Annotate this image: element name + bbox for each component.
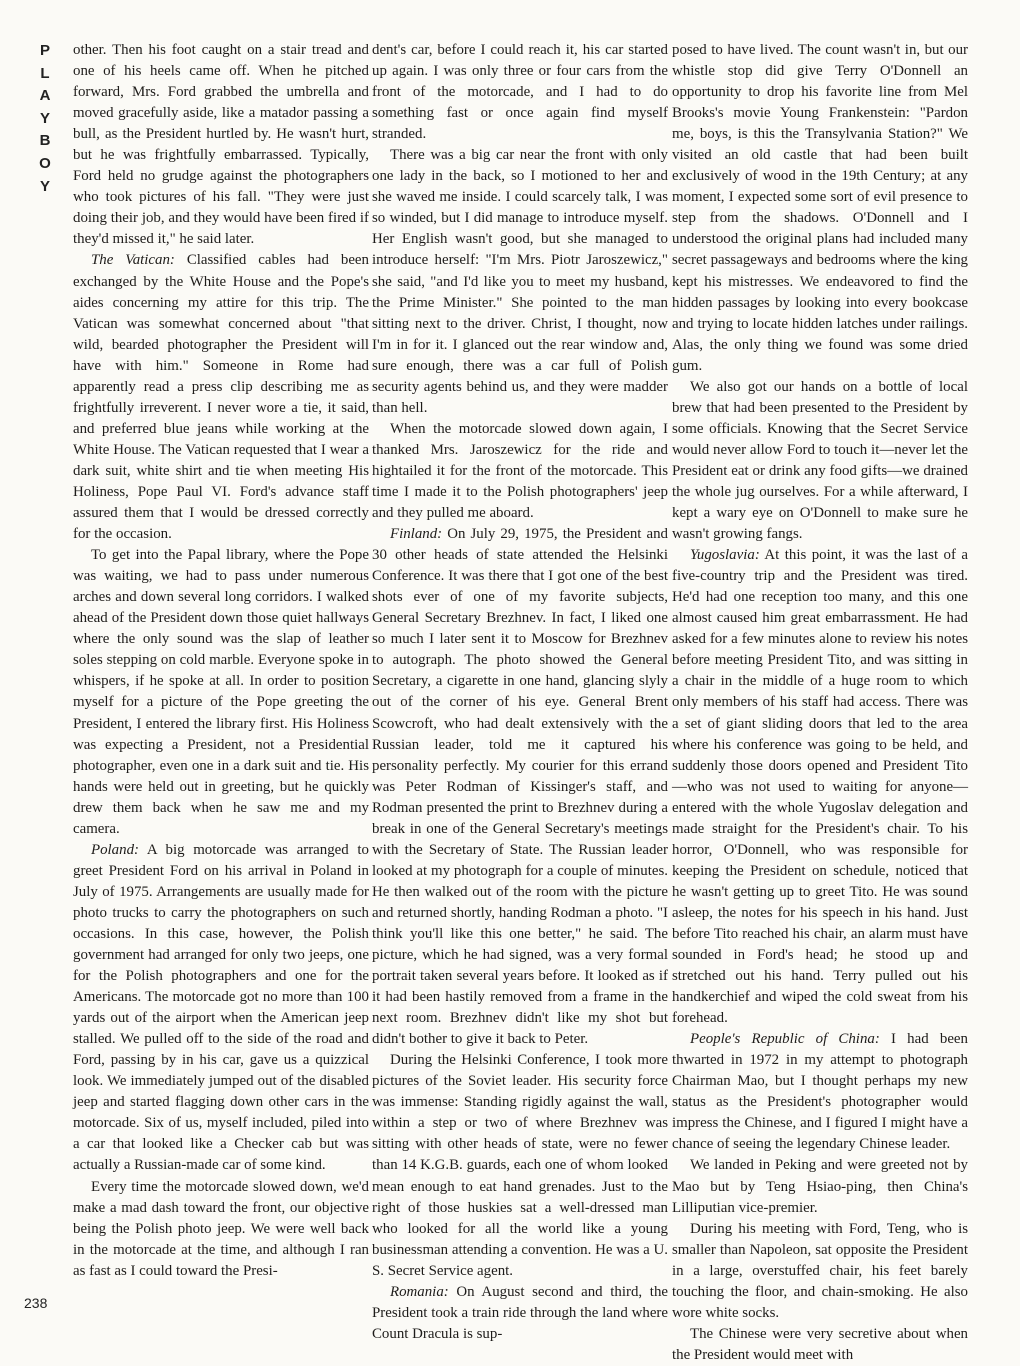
paragraph xyxy=(73,1177,369,1282)
paragraph-text: To get into the Papal library, where the Pope was waiting, we had to pass under numerous arches and down several long corridors. I walked ahead of the President down those quiet hallways where the only sound was the slap of leather soles stepping on cold marble. Everyone spoke in whispers, if he spoke at all. In order to position myself for a picture of the Pope greeting the President, I entered the library first. His Holiness was expecting a President, not a Presidential photographer, even one in a dark suit and tie. His hands were held out in greeting, but he quickly drew them back when he saw me and my camera. xyxy=(73,547,369,837)
section-lead: People's Republic of China: xyxy=(690,1031,880,1048)
paragraph xyxy=(372,1282,668,1345)
paragraph-text: There was a big car near the front with only one lady in the back, so I motioned to her and she waved me inside. I could scarcely talk, I was so winded, but I did manage to introduce myself. Her English wasn't good, but she managed to introduce herself: "I'm Mrs. Piotr Jaroszewicz," she said, "and I'd like you to meet my husband, the Prime Minister." She pointed to the man sitting next to the driver. Christ, I thought, now I'm in for it. I glanced out the rear window and, sure enough, there was a car full of Polish security agents behind us, and they were madder than hell. xyxy=(372,147,668,416)
paragraph xyxy=(372,40,668,145)
paragraph xyxy=(372,419,668,524)
paragraph xyxy=(672,545,968,1029)
paragraph-text: When the motorcade slowed down again, I thanked Mrs. Jaroszewicz for the ride and hightailed it for the front of the motorcade. This time I made it to the Polish photographers' jeep and they pulled me aboard. xyxy=(372,420,668,522)
paragraph xyxy=(73,40,369,250)
paragraph xyxy=(672,40,968,377)
paragraph xyxy=(672,1155,968,1218)
paragraph-text: At this point, it was the last of a five-country trip and the President was tired. He'd had one reception too many, and this one almost caused him great embarrassment. He had asked for a few minutes alone to review his notes before meeting President Tito, and was sitting in a chair in the middle of a huge room to which only members of his staff had access. There was a set of giant sliding doors that led to the area where his conference was going to be held, and suddenly those doors opened and President Tito—who was not used to waiting for anyone—entered with the whole Yugoslav delegation and made straight for the President's chair. To his horror, O'Donnell, who was responsible for keeping the President on schedule, noticed that he wasn't getting up to greet Tito. He was sound asleep, the notes for his speech in his hand. Just before Tito reached his chair, an alarm must have sounded in Ford's head; he stood up and stretched out his hand. Terry pulled out his handkerchief and wiped the cold sweat from his forehead. xyxy=(672,547,968,1027)
section-lead: Finland: xyxy=(390,526,443,543)
section-lead: Poland: xyxy=(91,841,139,858)
paragraph-text: We also got our hands on a bottle of local brew that had been presented to the President by some officials. Knowing that the Secret Service would never allow Ford to touch it—never let the President eat or drink any food gifts—we drained the whole jug ourselves. For a while afterward, I kept a wary eye on O'Donnell to make sure he wasn't growing fangs. xyxy=(672,378,968,543)
paragraph xyxy=(73,545,369,840)
paragraph xyxy=(73,840,369,1177)
paragraph xyxy=(672,1029,968,1155)
running-head: P L A Y B O Y xyxy=(39,42,51,195)
section-lead: Yugoslavia: xyxy=(690,547,760,564)
section-lead: Romania: xyxy=(390,1283,449,1300)
paragraph-text: I had been thwarted in 1972 in my attempt to photograph Chairman Mao, but I thought perhaps my new status as the President's photographer would impress the Chinese, and I figured I might have a chance of seeing the legendary Chinese leader. xyxy=(672,1031,968,1153)
paragraph xyxy=(73,250,369,545)
paragraph-text: The Chinese were very secretive about when the President would meet with xyxy=(672,1325,968,1363)
page-number: 238 xyxy=(24,1295,48,1311)
paragraph-text: A big motorcade was arranged to greet President Ford on his arrival in Poland in July of 1975. Arrangements are usually made for photo trucks to carry the photographers on such occasions. In this case, however, the Polish government had arranged for only two jeeps, one for the Polish photographers and one for the Americans. The motorcade got no more than 100 yards out of the airport when the American jeep stalled. We pulled off to the side of the road and Ford, passing by in his car, gave us a quizzical look. We immediately jumped out of the disabled jeep and started flagging down other cars in the motorcade. Six of us, myself included, piled into a car that looked like a Checker cab but was actually a Russian-made car of some kind. xyxy=(73,841,369,1174)
paragraph xyxy=(672,1219,968,1324)
column-3 xyxy=(672,40,968,1363)
paragraph-text: dent's car, before I could reach it, his car started up again. I was only three or four cars from the front of the motorcade, and I had to do something fast or once again find myself stranded. xyxy=(372,42,668,143)
paragraph xyxy=(372,145,668,419)
column-1 xyxy=(73,40,369,1312)
paragraph-text: Classified cables had been exchanged by the White House and the Pope's aides concerning my attire for this trip. The Vatican was somewhat concerned about "that wild, bearded photographer the President will have with him." Someone in Rome had apparently read a press clip describing me as frightfully irreverent. I never wore a tie, it said, and preferred blue jeans while working at the White House. The Vatican requested that I wear a dark suit, white shirt and tie when meeting His Holiness, Pope Paul VI. Ford's advance staff assured them that I would be dressed correctly for the occasion. xyxy=(73,252,369,543)
paragraph-text: We landed in Peking and were greeted not by Mao but by Teng Hsiao-ping, then China's Lilliputian vice-premier. xyxy=(672,1157,968,1216)
column-2 xyxy=(372,40,668,1342)
paragraph xyxy=(672,377,968,545)
paragraph-text: Every time the motorcade slowed down, we'd make a mad dash toward the front, our objective being the Polish photo jeep. We were well back in the motorcade at the time, and although I ran as fast as I could toward the Presi- xyxy=(73,1178,369,1279)
paragraph-text: On July 29, 1975, the President and 30 other heads of state attended the Helsinki Conference. It was there that I got one of the best shots ever of one of my favorite subjects, General Secretary Brezhnev. In fact, I liked one so much I later sent it to Moscow for Brezhnev to autograph. The photo showed the General Secretary, a cigarette in one hand, glancing slyly out of the corner of his eye. General Brent Scowcroft, who had dealt extensively with the Russian leader, told me it captured his personality perfectly. My courier for this errand was Peter Rodman of Kissinger's staff, and Rodman presented the print to Brezhnev during a break in one of the General Secretary's meetings with the Secretary of State. The Russian leader looked at my photograph for a couple of minutes. He then walked out of the room with the picture and returned shortly, handing Rodman a photo. "I think you'll like this one better," he said. The picture, which he had signed, was a very formal portrait taken several years before. It looked as if it had been hastily removed from a frame in the next room. Brezhnev didn't like my shot but didn't bother to give it back to Peter. xyxy=(372,526,668,1048)
paragraph-text: During his meeting with Ford, Teng, who is smaller than Napoleon, sat opposite the President in a large, overstuffed chair, his feet barely touching the floor, and chain-smoking. He also wore white socks. xyxy=(672,1220,968,1321)
paragraph-text: During the Helsinki Conference, I took more pictures of the Soviet leader. His security force was immense: Standing rigidly against the wall, within a step or two of where Brezhnev was sitting with other heads of state, were no fewer than 14 K.G.B. guards, each one of whom looked mean enough to eat hand grenades. Just to the right of those huskies sat a well-dressed man who looked for all the world like a young businessman attending a convention. He was a U. S. Secret Service agent. xyxy=(372,1052,668,1279)
paragraph-text: On August second and third, the President took a train ride through the land where Count Dracula is sup- xyxy=(372,1283,668,1342)
paragraph xyxy=(372,1050,668,1282)
section-lead: The Vatican: xyxy=(91,252,175,269)
paragraph-text: other. Then his foot caught on a stair tread and one of his heels came off. When he pitched forward, Mrs. Ford grabbed the umbrella and moved gracefully aside, like a matador passing a bull, as the President hurtled by. He wasn't hurt, but he was frightfully embarrassed. Typically, Ford held no grudge against the photographers who took pictures of his fall. "They were just doing their job, and they would have been fired if they'd missed it," he said later. xyxy=(73,42,369,248)
paragraph xyxy=(372,524,668,1050)
paragraph xyxy=(672,1324,968,1366)
paragraph-text: posed to have lived. The count wasn't in, but our whistle stop did give Terry O'Donnell an opportunity to drop his favorite line from Mel Brooks's movie Young Frankenstein: "Pardon me, boys, is this the Transylvania Station?" We visited an old castle that had been built exclusively of wood in the 19th Century; at any moment, I expected some sort of evil presence to step from the shadows. O'Donnell and I understood the original plans had included many secret passageways and bedrooms where the king kept his mistresses. We endeavored to find the hidden passages by looking into every bookcase and trying to locate hidden latches under railings. Alas, the only thing we found was some dried gum. xyxy=(672,42,968,374)
